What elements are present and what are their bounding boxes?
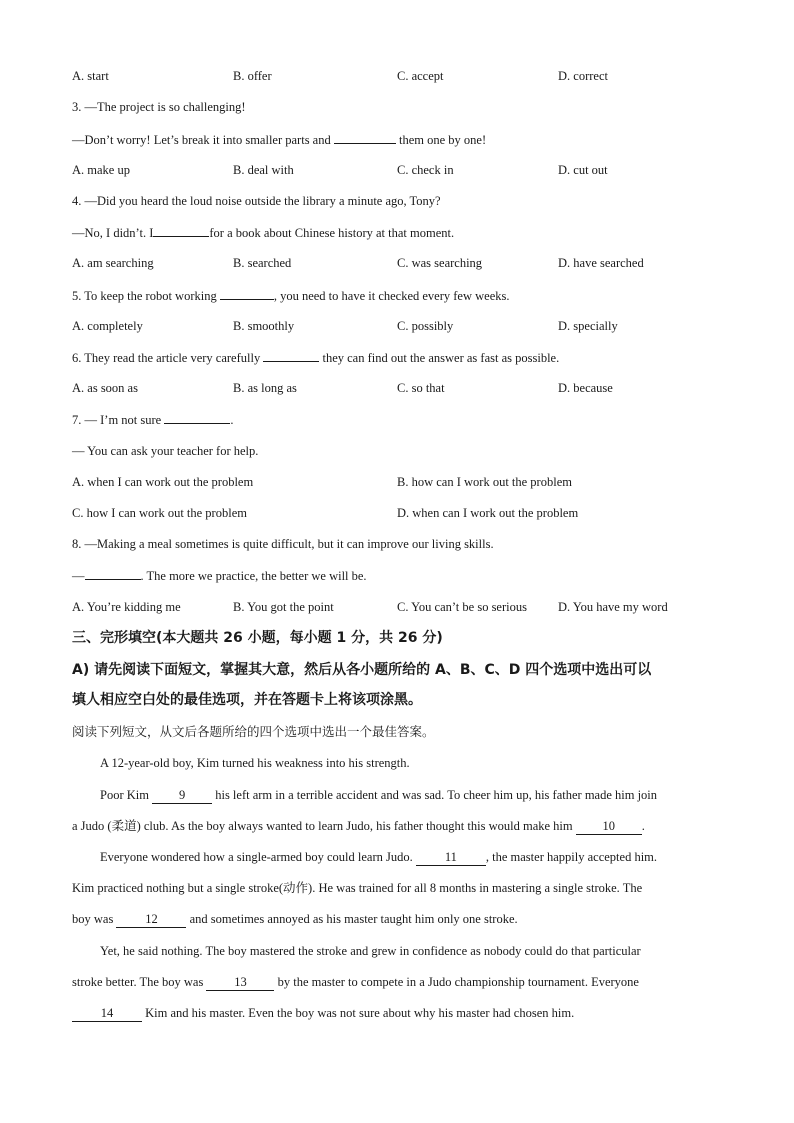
q8-option-b: B. You got the point (233, 600, 334, 614)
blank-13: 13 (206, 974, 274, 991)
blank-11: 11 (416, 849, 486, 866)
q5-blank (220, 287, 274, 300)
q4-option-b: B. searched (233, 256, 292, 270)
q7-response: — You can ask your teacher for help. (72, 444, 259, 458)
q5-question (72, 287, 510, 304)
q3-option-d: D. cut out (558, 163, 608, 177)
q5-option-a: A. completely (72, 319, 143, 333)
blank-12: 12 (116, 911, 186, 928)
q4-blank (153, 224, 209, 237)
q5-option-c: C. possibly (397, 319, 454, 333)
q5-option-d: D. specially (558, 319, 618, 333)
passage-line3 (72, 818, 722, 835)
section-subtitle-line1: A) 请先阅读下面短文，掌握其大意，然后从各小题所给的 A、B、C、D 四个选项中选出可以 (72, 662, 652, 678)
q7-question-start: 7. — I’m not sure (72, 413, 162, 427)
q2-option-b: B. offer (233, 69, 272, 83)
q8-option-c: C. You can’t be so serious (397, 600, 527, 614)
q3-option-c: C. check in (397, 163, 454, 177)
q6-option-b: B. as long as (233, 381, 297, 395)
q8-response-end: . The more we practice, the better we will be. (140, 569, 367, 583)
q6-question-start: 6. They read the article very carefully (72, 351, 261, 365)
passage-line7: Yet, he said nothing. The boy mastered the stroke and grew in confidence as nobody could do that particular (100, 944, 641, 958)
passage-line8-end: by the master to compete in a Judo championship tournament. Everyone (277, 975, 639, 989)
passage-line4-end: , the master happily accepted him. (485, 850, 658, 864)
q6-question-end: they can find out the answer as fast as possible. (322, 351, 560, 365)
passage-line2-end: his left arm in a terrible accident and was sad. To cheer him up, his father made him join (215, 788, 658, 802)
section-subtitle-line2: 填人相应空白处的最佳选项，并在答题卡上将该项涂黑。 (72, 692, 422, 708)
q8-response (72, 567, 367, 584)
q8-response-start: — (72, 569, 85, 583)
passage-line2-start: Poor Kim (100, 788, 149, 802)
q4-response-end: for a book about Chinese history at that moment. (209, 226, 455, 240)
q7-option-c: C. how I can work out the problem (72, 506, 247, 520)
passage-line4 (100, 849, 750, 866)
passage-line6-start: boy was (72, 912, 114, 926)
q8-question: 8. —Making a meal sometimes is quite difficult, but it can improve our living skills. (72, 537, 494, 551)
passage-line6 (72, 911, 722, 928)
q4-option-d: D. have searched (558, 256, 644, 270)
passage-line8 (72, 974, 722, 991)
q3-blank (334, 131, 396, 144)
q8-option-a: A. You’re kidding me (72, 600, 181, 614)
passage-line8-start: stroke better. The boy was (72, 975, 204, 989)
blank-14: 14 (72, 1005, 142, 1022)
passage-line2 (100, 787, 750, 804)
q4-option-a: A. am searching (72, 256, 154, 270)
q5-question-end: , you need to have it checked every few weeks. (273, 289, 510, 303)
q5-option-b: B. smoothly (233, 319, 295, 333)
passage-line4-start: Everyone wondered how a single-armed boy could learn Judo. (100, 850, 413, 864)
q2-option-d: D. correct (558, 69, 608, 83)
q6-blank (263, 349, 319, 362)
q4-response (72, 224, 454, 241)
q7-blank (164, 411, 230, 424)
q4-response-start: —No, I didn’t. I (72, 226, 154, 240)
q3-option-a: A. make up (72, 163, 130, 177)
q8-option-d: D. You have my word (558, 600, 668, 614)
passage-line3-end: . (641, 819, 645, 833)
q6-option-d: D. because (558, 381, 613, 395)
q3-response (72, 131, 486, 148)
q6-option-c: C. so that (397, 381, 445, 395)
blank-10: 10 (576, 818, 642, 835)
q3-response-start: —Don’t worry! Let’s break it into smaller parts and (72, 133, 331, 147)
section-title: 三、完形填空(本大题共 26 小题，每小题 1 分，共 26 分) (72, 630, 443, 646)
passage-line3-start: a Judo (柔道) club. As the boy always wanted to learn Judo, his father thought this would make him (72, 819, 573, 833)
passage-line9-end: Kim and his master. Even the boy was not sure about why his master had chosen him. (145, 1006, 575, 1020)
passage-p1: A 12-year-old boy, Kim turned his weakness into his strength. (100, 756, 410, 770)
q7-option-d: D. when can I work out the problem (397, 506, 579, 520)
q5-question-start: 5. To keep the robot working (72, 289, 217, 303)
section-instruction: 阅读下列短文，从文后各题所给的四个选项中选出一个最佳答案。 (72, 724, 435, 739)
q7-option-a: A. when I can work out the problem (72, 475, 254, 489)
q6-option-a: A. as soon as (72, 381, 138, 395)
passage-line6-end: and sometimes annoyed as his master taught him only one stroke. (189, 912, 518, 926)
q6-question (72, 349, 559, 366)
blank-9: 9 (152, 787, 212, 804)
q3-response-end: them one by one! (398, 133, 487, 147)
q4-option-c: C. was searching (397, 256, 483, 270)
q2-option-a: A. start (72, 69, 109, 83)
q2-option-c: C. accept (397, 69, 444, 83)
passage-line9 (72, 1005, 722, 1022)
passage-line5: Kim practiced nothing but a single stroke(动作). He was trained for all 8 months in mastering a single stroke. The (72, 881, 643, 895)
q7-question-end: . (230, 413, 234, 427)
q7-question (72, 411, 233, 428)
q4-question: 4. —Did you heard the loud noise outside the library a minute ago, Tony? (72, 194, 441, 208)
q3-option-b: B. deal with (233, 163, 294, 177)
q3-question: 3. —The project is so challenging! (72, 100, 246, 114)
q8-blank (85, 567, 141, 580)
q7-option-b: B. how can I work out the problem (397, 475, 572, 489)
